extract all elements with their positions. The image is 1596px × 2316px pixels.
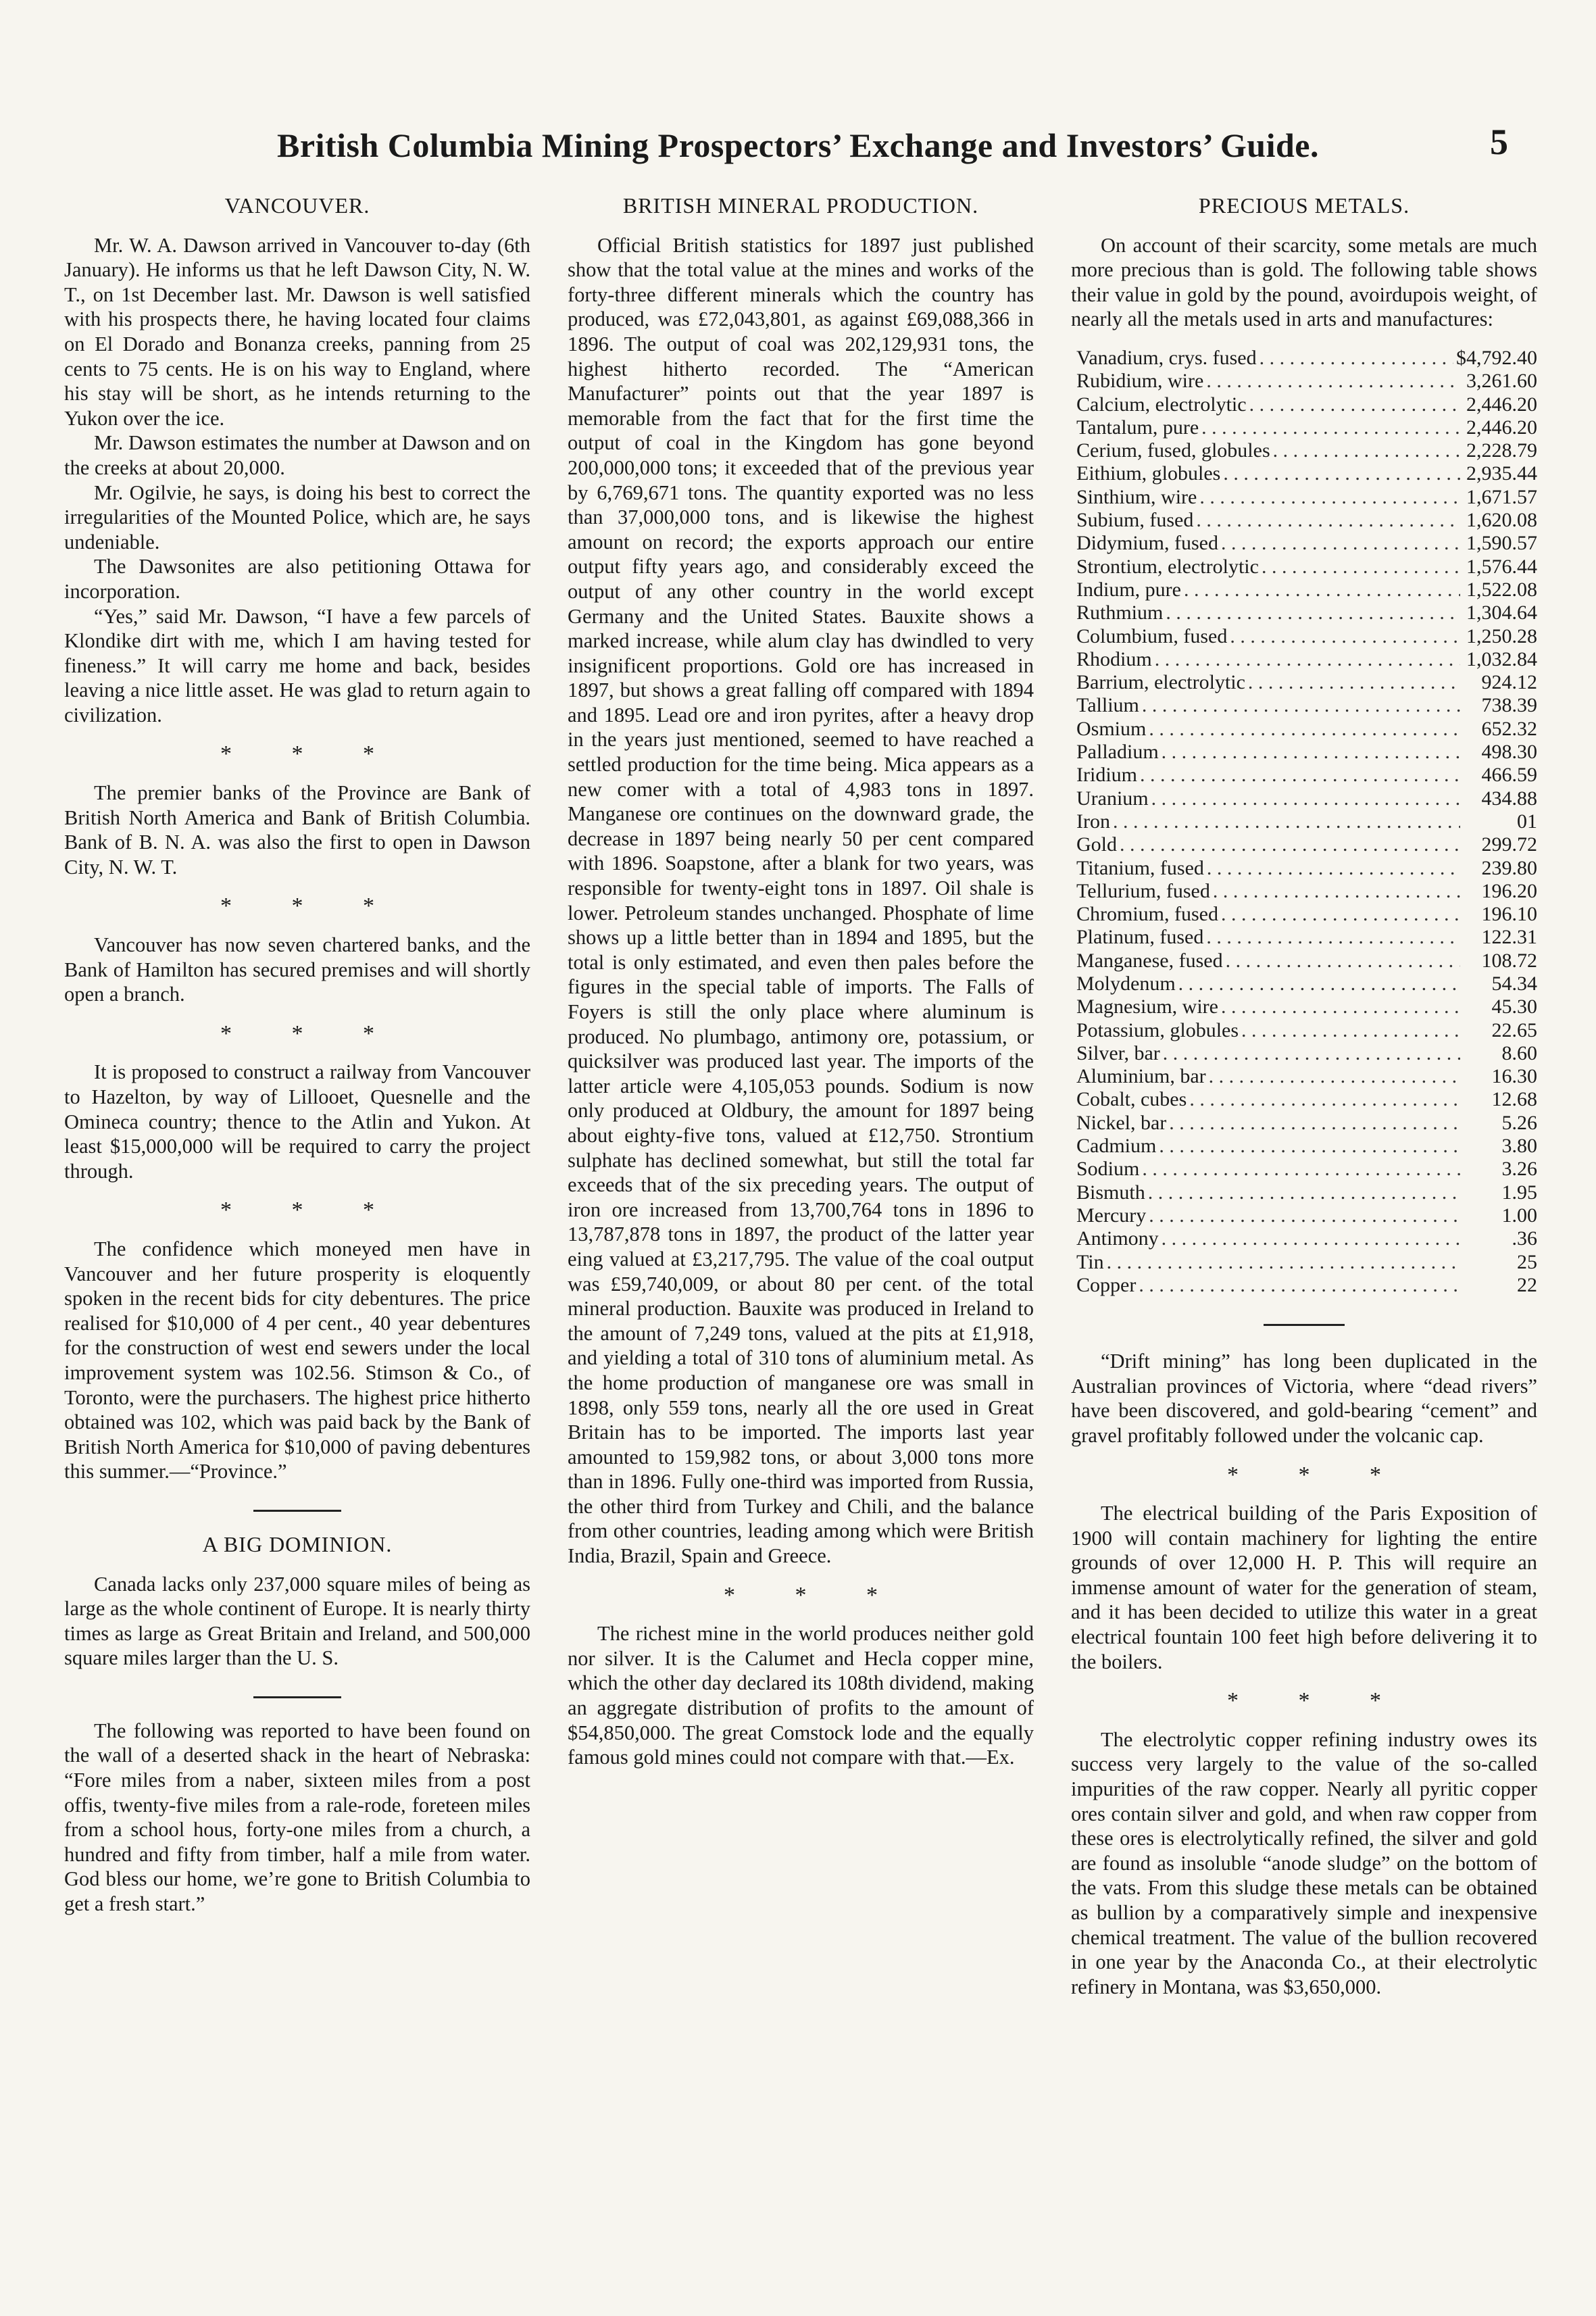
article-paragraph: “Drift mining” has long been duplicated in the Australian provinces of Victoria, where “dead rivers” have been discovered, and gold-bearing “cement” and gravel profitably followed under the volcanic cap.: [1071, 1350, 1537, 1447]
metal-row: [1076, 625, 1537, 648]
metal-row: [1076, 741, 1537, 764]
metal-name: Aluminium, bar: [1076, 1065, 1206, 1088]
metal-value: 498.30: [1481, 741, 1537, 764]
metal-name: Calcium, electrolytic: [1076, 393, 1247, 416]
section-separator: * * *: [724, 1582, 905, 1608]
metal-name: Osmium: [1076, 717, 1147, 740]
metal-value: 1,304.64: [1466, 601, 1537, 624]
metal-name: Ruthmium: [1076, 601, 1164, 624]
metal-name: Barrium, electrolytic: [1076, 671, 1245, 694]
metal-row: [1076, 347, 1537, 370]
dot-leader: [1151, 787, 1460, 810]
metal-value: 196.10: [1481, 903, 1537, 926]
dot-leader: [1107, 1251, 1460, 1274]
dot-leader: [1148, 1181, 1460, 1204]
article-columns: [64, 189, 1537, 2271]
metal-name: Strontium, electrolytic: [1076, 555, 1259, 578]
metal-value: 299.72: [1481, 833, 1537, 856]
metal-value: 22.65: [1491, 1018, 1537, 1041]
article-paragraph: The richest mine in the world produces neither gold nor silver. It is the Calumet and Hecla copper mine, which the other day declared its 108th dividend, making an aggregate distribution of profits to the amount of $54,850,000. The great Comstock lode and the equally famous gold mines could not compare with that.—Ex.: [568, 1622, 1034, 1769]
metal-name: Manganese, fused: [1076, 949, 1223, 972]
article-paragraph: The premier banks of the Province are Bank of British North America and Bank of British Columbia. Bank of B. N. A. was also the first to open in Dawson City, N. W. T.: [64, 781, 530, 879]
metal-row: [1076, 903, 1537, 926]
dot-leader: [1184, 578, 1460, 601]
metal-value: 54.34: [1491, 972, 1537, 995]
horizontal-rule: [253, 1510, 341, 1512]
metal-name: Copper: [1076, 1273, 1137, 1296]
dot-leader: [1163, 1042, 1460, 1065]
dot-leader: [1149, 1204, 1460, 1227]
metal-row: [1076, 880, 1537, 903]
metal-value: 1,032.84: [1466, 647, 1537, 670]
metal-value: 8.60: [1501, 1041, 1537, 1064]
metal-row: [1076, 1112, 1537, 1135]
metal-value: 16.30: [1491, 1065, 1537, 1088]
dot-leader: [1260, 347, 1453, 370]
metal-value: 196.20: [1481, 879, 1537, 902]
metal-value: 1,620.08: [1466, 509, 1537, 532]
column-left: [64, 189, 530, 2271]
metal-row: [1076, 1274, 1537, 1297]
page-number: 5: [1490, 122, 1508, 162]
metal-value: 239.80: [1481, 856, 1537, 879]
metal-name: Tallium: [1076, 694, 1139, 717]
page-header: [81, 118, 1515, 172]
metal-row: [1076, 509, 1537, 532]
metal-name: Palladium: [1076, 741, 1159, 764]
metal-row: [1076, 1065, 1537, 1088]
metal-row: [1076, 1135, 1537, 1158]
metal-row: [1076, 439, 1537, 462]
metal-name: Iron: [1076, 810, 1110, 833]
metal-name: Gold: [1076, 833, 1117, 856]
article-paragraph: Canada lacks only 237,000 square miles of being as large as the whole continent of Europe. It is nearly thirty times as large as Great Britain and Ireland, and 500,000 square miles larger than the U. S.: [64, 1572, 530, 1670]
dot-leader: [1209, 1065, 1460, 1088]
metal-name: Tin: [1076, 1250, 1104, 1273]
metal-row: [1076, 1227, 1537, 1250]
metal-value: 45.30: [1491, 995, 1537, 1018]
metal-name: Cerium, fused, globules: [1076, 439, 1270, 462]
metal-name: Subium, fused: [1076, 509, 1194, 532]
article-paragraph: “Yes,” said Mr. Dawson, “I have a few parcels of Klondike dirt with me, which I am having tested for fineness.” It will carry me home and back, besides leaving a nice little asset. He was glad to return again to civilization.: [64, 604, 530, 726]
dot-leader: [1206, 926, 1460, 949]
metal-value: 738.39: [1481, 694, 1537, 717]
dot-leader: [1142, 1158, 1460, 1181]
article-paragraph: It is proposed to construct a railway from Vancouver to Hazelton, by way of Lillooet, Quesnelle and the Omineca country; thence to the Atlin and Yukon. At least $15,000,000 will be required to carry the project through.: [64, 1060, 530, 1183]
dot-leader: [1166, 601, 1460, 624]
metal-row: [1076, 1204, 1537, 1227]
metal-value: 1,522.08: [1466, 578, 1537, 601]
metal-name: Cadmium: [1076, 1135, 1157, 1158]
metal-row: [1076, 1158, 1537, 1181]
column-right: [1071, 189, 1537, 2271]
metal-row: [1076, 370, 1537, 393]
metal-value: 1.95: [1501, 1181, 1537, 1204]
dot-leader: [1196, 509, 1460, 532]
metal-value: 2,935.44: [1466, 462, 1537, 485]
dominion-heading: A BIG DOMINION.: [202, 1531, 393, 1556]
dot-leader: [1139, 1274, 1460, 1297]
metal-row: [1076, 1019, 1537, 1042]
dot-leader: [1162, 1227, 1460, 1250]
article-paragraph: Mr. Ogilvie, he says, is doing his best to correct the irregularities of the Mounted Police, which are, he says undeniable.: [64, 481, 530, 553]
dot-leader: [1169, 1112, 1460, 1135]
dot-leader: [1262, 556, 1460, 578]
metal-row: [1076, 532, 1537, 555]
metal-value: 466.59: [1481, 764, 1537, 787]
metal-value: 2,446.20: [1466, 416, 1537, 439]
dot-leader: [1248, 671, 1460, 694]
article-paragraph: On account of their scarcity, some metals are much more precious than is gold. The following table shows their value in gold by the pound, avoirdupois weight, of nearly all the metals used in arts and manufactures:: [1071, 233, 1537, 331]
dot-leader: [1221, 532, 1460, 555]
metal-value: .36: [1512, 1227, 1537, 1250]
metal-row: [1076, 1181, 1537, 1204]
horizontal-rule: [1264, 1324, 1345, 1326]
dot-leader: [1159, 1135, 1460, 1158]
section-separator: * * *: [220, 1198, 401, 1223]
metal-row: [1076, 556, 1537, 578]
metal-name: Molydenum: [1076, 972, 1176, 995]
article-paragraph: The electrical building of the Paris Exposition of 1900 will contain machinery for lighting the entire grounds of over 12,000 H. P. This will require an immense amount of water for the generation of steam, and it has been decided to utilize this water in a great electrical fountain 100 feet high before delivering it to the boilers.: [1071, 1502, 1537, 1673]
metal-name: Sinthium, wire: [1076, 485, 1197, 508]
metal-row: [1076, 833, 1537, 856]
dot-leader: [1189, 1088, 1460, 1111]
dot-leader: [1273, 439, 1460, 462]
metal-name: Mercury: [1076, 1204, 1147, 1227]
dot-leader: [1162, 741, 1460, 764]
metal-value: 1,576.44: [1466, 555, 1537, 578]
section-separator: * * *: [1227, 1462, 1408, 1487]
metal-name: Cobalt, cubes: [1076, 1088, 1187, 1111]
dot-leader: [1149, 718, 1460, 741]
metal-name: Iridium: [1076, 764, 1137, 787]
horizontal-rule: [253, 1696, 341, 1698]
column-middle: [568, 189, 1034, 2271]
article-paragraph: The confidence which moneyed men have in Vancouver and her future prosperity is eloquently spoken in the recent bids for city debentures. The price realised for $10,000 of 4 per cent., 40 year debentures for the construction of west end sewers under the local improvement system was 102.56. Stimson & Co., of Toronto, were the purchasers. The highest price hitherto obtained was 102, which was paid back by the Bank of British North America for $10,000 of paving debentures this summer.—“Province.”: [64, 1237, 530, 1483]
metal-value: 108.72: [1481, 949, 1537, 972]
metal-row: [1076, 787, 1537, 810]
metal-name: Sodium: [1076, 1158, 1140, 1181]
metal-name: Titanium, fused: [1076, 856, 1204, 879]
section-separator: * * *: [220, 893, 401, 919]
article-paragraph: The electrolytic copper refining industry owes its success very largely to the value of the so-called impurities of the raw copper. Nearly all pyritic copper ores contain silver and gold, and when raw copper from these ores is electrolytically refined, the silver and gold are found as insoluble “anode sludge” on the bottom of the vats. From this sludge these metals can be obtained as bullion by a comparatively simple and inexpensive chemical treatment. The value of the bullion recovered in one year by the Anaconda Co., at their electrolytic refinery in Montana, was $3,650,000.: [1071, 1727, 1537, 1998]
metal-value: 1.00: [1501, 1204, 1537, 1227]
metal-value: 2,446.20: [1466, 393, 1537, 416]
metal-row: [1076, 1042, 1537, 1065]
metal-name: Magnesium, wire: [1076, 995, 1218, 1018]
metal-name: Didymium, fused: [1076, 532, 1218, 555]
vancouver-heading: VANCOUVER.: [224, 193, 370, 218]
metal-name: Uranium: [1076, 787, 1149, 810]
dot-leader: [1207, 857, 1460, 880]
metal-row: [1076, 995, 1537, 1018]
metal-value: $4,792.40: [1456, 346, 1537, 369]
metal-row: [1076, 972, 1537, 995]
page-title: British Columbia Mining Prospectors’ Exchange and Investors’ Guide.: [277, 126, 1319, 164]
metal-name: Potassium, globules: [1076, 1018, 1239, 1041]
metal-value: 3.26: [1501, 1158, 1537, 1181]
metal-value: 2,228.79: [1466, 439, 1537, 462]
metal-name: Platinum, fused: [1076, 926, 1204, 949]
dot-leader: [1221, 995, 1460, 1018]
article-paragraph: The Dawsonites are also petitioning Ottawa for incorporation.: [64, 555, 530, 603]
metal-value: 22: [1517, 1273, 1537, 1296]
metal-row: [1076, 810, 1537, 833]
metal-name: Eithium, globules: [1076, 462, 1221, 485]
metal-value: 12.68: [1491, 1088, 1537, 1111]
metal-name: Tellurium, fused: [1076, 879, 1210, 902]
dot-leader: [1140, 764, 1460, 787]
metal-row: [1076, 857, 1537, 880]
metal-value: 5.26: [1501, 1111, 1537, 1134]
metal-row: [1076, 578, 1537, 601]
dot-leader: [1249, 393, 1460, 416]
metal-name: Columbium, fused: [1076, 624, 1228, 647]
metal-name: Rubidium, wire: [1076, 370, 1204, 393]
dot-leader: [1201, 416, 1460, 439]
dot-leader: [1155, 648, 1460, 671]
dot-leader: [1199, 486, 1460, 509]
section-separator: * * *: [220, 1020, 401, 1046]
article-paragraph: Official British statistics for 1897 just published show that the total value at the mines and works of the forty-three different minerals which the country has produced, was £72,043,801, as against £69,088,366 in 1896. The output of coal was 202,129,931 tons, the highest hitherto recorded. The “American Manufacturer” points out that the year 1897 is memorable from the fact that for the first time the output of coal in the Kingdom has gone beyond 200,000,000 tons; it exceeded that of the previous year by 6,769,671 tons. The quantity exported was no less than 37,000,000 tons, and is likewise the highest amount on record; the exports approach our entire output fifty years ago, and considerably exceed the output of any other country in the world except Germany and the United States. Bauxite shows a marked increase, while alum clay has dwindled to very insignificent proportions. Gold ore has increased in 1897, but shows a great falling off compared with 1894 and 1895. Lead ore and iron pyrites, after a heavy drop in the years just mentioned, seemed to have reached a settled production for the time being. Mica appears as a new comer with a total of 4,983 tons in 1897. Manganese ore continues on the downward grade, the decrease in 1897 being nearly 50 per cent compared with 1896. Soapstone, after a blank for two years, was responsible for twenty-eight tons in 1897. Oil shale is lower. Petroleum standes unchanged. Phosphate of lime shows up a little better than in 1894 and 1895, but the total is only estimated, and even then pales before the figures in the special table of imports. The Falls of Foyers is still the only place where aluminum is produced. No plumbago, antimony ore, potassium, or quicksilver was produced last year. The imports of the latter article were 4,105,053 pounds. Sodium is now only produced at Oldbury, the amount for 1897 being about eighty-five tons, valued at £12,750. Strontium sulphate has declined somewhat, but still the total far exceeds that of the six preceding years. The output of iron ore increased from 13,700,764 tons in 1896 to 13,787,878 tons in 1897, the product of the latter year eing valued at £3,217,795. The value of the coal output was £59,740,009, or about 80 per cent. of the total mineral production. Bauxite was produced in Ireland to the amount of 7,249 tons, valued at the pits at £1,918, and yielding a total of 310 tons of aluminium metal. As the home production of manganese ore was small in 1898, only 559 tons, nearly all the ore used in Great Britain has to be imported. The imports last year amounted to 159,982 tons, or about 3,000 tons more than in 1896. Fully one-third was imported from Russia, the other third from Turkey and Chili, and the balance from other countries, leading among which were British India, Brazil, Spain and Greece.: [568, 233, 1034, 1568]
metal-value: 3.80: [1501, 1135, 1537, 1158]
metals-value-table: [1071, 347, 1537, 1297]
metal-value: 01: [1517, 810, 1537, 833]
article-paragraph: The following was reported to have been found on the wall of a deserted shack in the heart of Nebraska: “Fore miles from a naber, sixteen miles from a post offis, twenty-five miles from a rale-rode, foreteen miles from a school hous, forty-one miles from a church, a hundred and fifty from timber, half a mile from water. God bless our home, we’re gone to British Columbia to get a fresh start.”: [64, 1719, 530, 1916]
metal-name: Rhodium: [1076, 647, 1152, 670]
dot-leader: [1223, 462, 1460, 485]
metal-name: Chromium, fused: [1076, 903, 1218, 926]
dot-leader: [1206, 370, 1460, 393]
dot-leader: [1120, 833, 1460, 856]
section-separator: * * *: [220, 741, 401, 767]
metal-value: 25: [1517, 1250, 1537, 1273]
mineral-production-heading: BRITISH MINERAL PRODUCTION.: [622, 193, 979, 218]
metal-row: [1076, 1088, 1537, 1111]
metal-row: [1076, 1251, 1537, 1274]
metal-value: 652.32: [1481, 717, 1537, 740]
metal-value: 1,590.57: [1466, 532, 1537, 555]
metal-row: [1076, 718, 1537, 741]
metal-value: 122.31: [1481, 926, 1537, 949]
metal-row: [1076, 393, 1537, 416]
dot-leader: [1226, 950, 1460, 972]
section-separator: * * *: [1227, 1688, 1408, 1714]
metal-value: 1,250.28: [1466, 624, 1537, 647]
article-paragraph: Vancouver has now seven chartered banks, and the Bank of Hamilton has secured premises and will shortly open a branch.: [64, 933, 530, 1006]
metal-name: Nickel, bar: [1076, 1111, 1167, 1134]
metal-row: [1076, 416, 1537, 439]
metal-name: Indium, pure: [1076, 578, 1181, 601]
article-paragraph: Mr. Dawson estimates the number at Dawson and on the creeks at about 20,000.: [64, 431, 530, 479]
metal-row: [1076, 694, 1537, 717]
metal-row: [1076, 671, 1537, 694]
dot-leader: [1113, 810, 1460, 833]
dot-leader: [1230, 625, 1460, 648]
metal-row: [1076, 764, 1537, 787]
metal-name: Bismuth: [1076, 1181, 1145, 1204]
metal-value: 434.88: [1481, 787, 1537, 810]
metal-name: Vanadium, crys. fused: [1076, 346, 1257, 369]
metal-row: [1076, 648, 1537, 671]
metal-name: Antimony: [1076, 1227, 1159, 1250]
metal-name: Silver, bar: [1076, 1041, 1160, 1064]
dot-leader: [1142, 694, 1460, 717]
dot-leader: [1178, 972, 1460, 995]
dot-leader: [1241, 1019, 1460, 1042]
metal-value: 1,671.57: [1466, 485, 1537, 508]
metal-value: 3,261.60: [1466, 370, 1537, 393]
metal-row: [1076, 601, 1537, 624]
metal-value: 924.12: [1481, 671, 1537, 694]
metal-row: [1076, 486, 1537, 509]
precious-metals-heading: PRECIOUS METALS.: [1198, 193, 1410, 218]
dot-leader: [1213, 880, 1460, 903]
metal-row: [1076, 950, 1537, 972]
dot-leader: [1221, 903, 1460, 926]
metal-row: [1076, 462, 1537, 485]
metal-name: Tantalum, pure: [1076, 416, 1199, 439]
article-paragraph: Mr. W. A. Dawson arrived in Vancouver to-day (6th January). He informs us that he left Dawson City, N. W. T., on 1st December last. Mr. Dawson is well satisfied with his prospects there, he having located four claims on El Dorado and Bonanza creeks, panning from 25 cents to 75 cents. He is on his way to England, where his stay will be short, as he intends returning to the Yukon over the ice.: [64, 233, 530, 430]
metal-row: [1076, 926, 1537, 949]
